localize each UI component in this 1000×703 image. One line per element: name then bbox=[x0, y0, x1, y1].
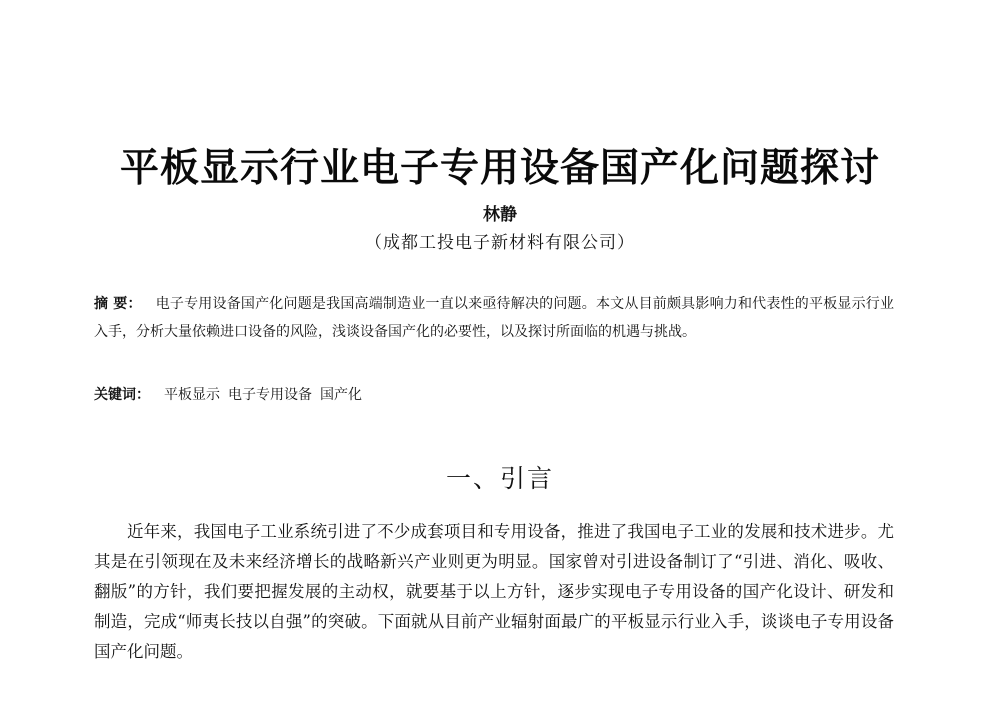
keywords bbox=[94, 382, 894, 408]
keywords-label: 关键词： bbox=[94, 387, 150, 403]
author-name: 林静 bbox=[483, 205, 517, 225]
paper-title: 平板显示行业电子专用设备国产化问题探讨 bbox=[119, 146, 880, 191]
abstract-text: 电子专用设备国产化问题是我国高端制造业一直以来亟待解决的问题。本文从目前颇具影响力和代表性的平板显示行业入手，分析大量依赖进口设备的风险，浅谈设备国产化的必要性，以及探讨所面临的机遇与挑战。 bbox=[94, 296, 895, 340]
section-paragraph: 近年来，我国电子工业系统引进了不少成套项目和专用设备，推进了我国电子工业的发展和技术进步。尤其是在引领现在及未来经济增长的战略新兴产业则更为明显。国家曾对引进设备制订了“引进、消化、吸收、翻版”的方针，我们要把握发展的主动权，就要基于以上方针，逐步实现电子专用设备的国产化设计、研发和制造，完成“师夷长技以自强”的突破。下面就从目前产业辐射面最广的平板显示行业入手，谈谈电子专用设备国产化问题。 bbox=[94, 522, 894, 661]
section-heading: 一、引言 bbox=[445, 464, 554, 493]
abstract-label: 摘 要： bbox=[94, 296, 142, 312]
author-affiliation: （成都工投电子新材料有限公司） bbox=[365, 233, 635, 253]
keyword-item: 平板显示 bbox=[164, 387, 220, 403]
keyword-item: 电子专用设备 bbox=[228, 387, 312, 403]
keyword-item: 国产化 bbox=[320, 387, 362, 403]
abstract bbox=[94, 290, 894, 346]
